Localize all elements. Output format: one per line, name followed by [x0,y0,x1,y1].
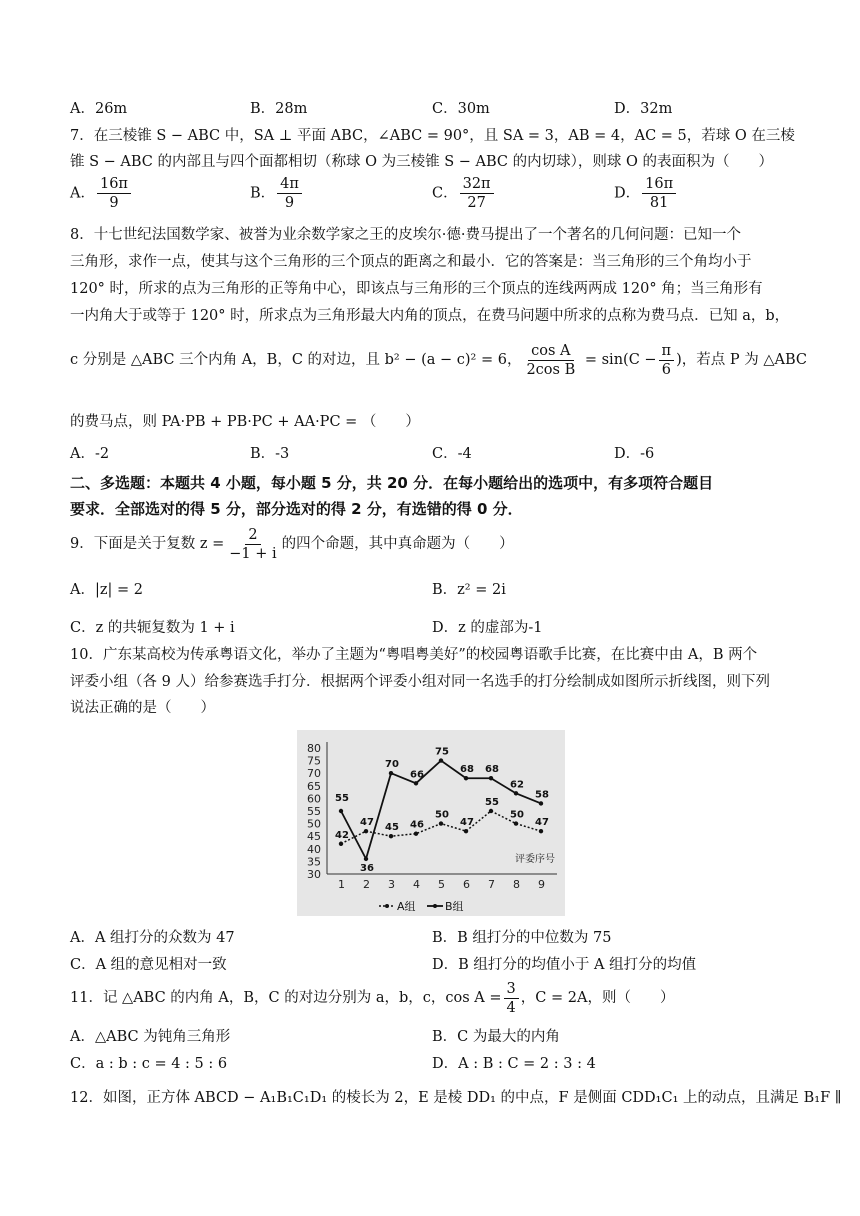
y-tick-label: 45 [307,830,321,844]
data-point-b [339,809,343,813]
q7-option-d: D． $\frac{16\pi}{81}$ [614,175,678,212]
data-point-b [389,771,393,775]
q8-stem-line6: 的费马点，则 PA·PB + PB·PC + AA·PC = （ ） [70,414,420,430]
x-tick-label: 3 [388,878,395,891]
data-point-a [364,829,368,833]
y-tick-label: 35 [307,855,321,869]
data-label-b: 70 [385,759,399,771]
q7-option-a: A． $\frac{16\pi}{9}$ [70,175,133,212]
data-point-a [464,829,468,833]
y-tick-label: 70 [307,767,321,781]
y-tick-label: 75 [307,754,321,768]
data-label-b: 36 [360,862,374,874]
q11-option-c: C．a : b : c = 4 : 5 : 6 [70,1056,228,1072]
q10-stem-line3: 说法正确的是（ ） [70,700,215,716]
data-label-a: 46 [410,819,424,831]
q6-option-d: D．32m [614,101,673,117]
q10-option-a: A．A 组打分的众数为 47 [70,930,235,946]
y-tick-label: 40 [307,842,321,856]
q7-stem-line1: 7．在三棱锥 S − ABC 中，SA ⊥ 平面 ABC，∠ABC = 90°，且 SA = 3，AB = 4，AC = 5，若球 O 在三棱 [70,128,795,144]
q6-option-c: C．30m [432,101,490,117]
q8-stem-line3: 120° 时，所求的点为三角形的正等角中心，即该点与三角形的三个顶点的连线两两成 120° 角；当三角形有 [70,281,763,297]
section-heading-line2: 要求．全部选对的得 5 分，部分选对的得 2 分，有选错的得 0 分． [70,500,523,518]
x-tick-label: 5 [438,878,445,891]
x-tick-label: 7 [488,878,495,891]
q12-stem-line1: 12．如图，正方体 ABCD − A₁B₁C₁D₁ 的棱长为 2，E 是棱 DD₁ 的中点，F 是侧面 CDD₁C₁ 上的动点，且满足 B₁F ∥ [70,1090,842,1106]
q10-option-c: C．A 组的意见相对一致 [70,957,227,973]
data-label-b: 68 [460,764,474,776]
data-label-a: 45 [385,822,399,834]
y-tick-label: 65 [307,779,321,793]
data-label-b: 68 [485,764,499,776]
data-label-b: 66 [410,769,424,781]
data-label-a: 47 [460,817,474,829]
q7-option-c: C． $\frac{32\pi}{27}$ [432,175,496,212]
q8-option-d: D．-6 [614,446,655,462]
q8-option-c: C．-4 [432,446,472,462]
q10-stem-line1: 10．广东某高校为传承粤语文化，举办了主题为“粤唱粤美好”的校园粤语歌手比赛，在比赛中由 A，B 两个 [70,647,758,663]
data-label-b: 62 [510,779,524,791]
data-label-a: 47 [360,817,374,829]
x-tick-label: 6 [463,878,470,891]
chart-svg [297,730,565,916]
data-point-a [514,821,518,825]
legend-marker-b [433,904,437,908]
data-label-a: 47 [535,817,549,829]
data-label-a: 55 [485,797,499,808]
data-point-a [439,821,443,825]
y-tick-label: 55 [307,805,321,818]
data-point-b [364,857,368,861]
q7-option-b: B． $\frac{4\pi}{9}$ [250,175,304,212]
data-point-b [439,758,443,762]
q9-option-a: A．|z| = 2 [70,582,143,598]
data-label-b: 55 [335,793,349,804]
x-tick-label: 4 [413,878,420,891]
data-point-b [464,776,468,780]
y-tick-label: 30 [307,868,321,881]
q9-stem: 9．下面是关于复数 z = $\frac{2}{-1 + i}$ 的四个命题，其中真命题为（ ） [70,526,514,562]
q6-option-b: B．28m [250,101,308,117]
data-label-a: 50 [435,809,449,821]
q10-option-d: D．B 组打分的均值小于 A 组打分的均值 [432,957,697,973]
data-point-a [414,831,418,835]
q8-stem-line4: 一内角大于或等于 120° 时，所求点为三角形最大内角的顶点，在费马问题中所求的点称为费马点．已知 a，b， [70,308,790,324]
q8-option-b: B．-3 [250,446,290,462]
q9-option-b: B．z² = 2i [432,582,506,598]
q11-option-a: A．△ABC 为钝角三角形 [70,1029,231,1045]
q11-option-d: D．A : B : C = 2 : 3 : 4 [432,1056,596,1072]
data-label-b: 75 [435,746,449,758]
data-point-a [489,809,493,813]
data-point-a [389,834,393,838]
q8-stem-line5: c 分别是 △ABC 三个内角 A，B，C 的对边，且 b² − (a − c)² = 6， $\frac{\text{cos A}}{\text{2cos B}}$ = sin(C − $\frac{\pi}{6}$ )，若点 P 为 △ABC [70,342,807,378]
data-point-a [539,829,543,833]
q6-option-a: A．26m [70,101,128,117]
data-point-b [539,801,543,805]
x-tick-label: 9 [538,878,545,891]
legend-marker-a [385,904,389,908]
data-point-a [339,842,343,846]
data-point-b [514,791,518,795]
q10-option-b: B．B 组打分的中位数为 75 [432,930,612,946]
q8-stem-line1: 8．十七世纪法国数学家、被誉为业余数学家之王的皮埃尔·德·费马提出了一个著名的几何问题：已知一个 [70,227,741,243]
q11-stem: 11．记 △ABC 的内角 A，B，C 的对边分别为 a，b，c，cos A = $\frac{3}{4}$ ，C = 2A，则（ ） [70,980,675,1016]
data-point-b [414,781,418,785]
q7-stem-line2: 锥 S − ABC 的内部且与四个面都相切（称球 O 为三棱锥 S − ABC 的内切球），则球 O 的表面积为（ ） [70,154,773,170]
data-label-b: 58 [535,789,549,801]
q8-option-a: A．-2 [70,446,110,462]
data-label-a: 50 [510,809,524,821]
q9-option-d: D．z 的虚部为-1 [432,620,543,636]
x-tick-label: 2 [363,878,370,891]
q11-option-b: B．C 为最大的内角 [432,1029,560,1045]
x-tick-label: 1 [338,878,345,891]
data-label-a: 42 [335,829,349,841]
y-tick-label: 80 [307,742,321,755]
y-tick-label: 60 [307,792,321,806]
data-point-b [489,776,493,780]
legend-label-a: A组 [397,900,416,913]
q10-stem-line2: 评委小组（各 9 人）给参赛选手打分．根据两个评委小组对同一名选手的打分绘制成如图所示折线图，则下列 [70,674,770,690]
section-heading-line1: 二、多选题：本题共 4 小题，每小题 5 分，共 20 分．在每小题给出的选项中，有多项符合题目 [70,474,714,492]
y-tick-label: 50 [307,817,321,831]
x-tick-label: 8 [513,878,520,891]
x-axis-label: 评委序号 [515,854,555,865]
score-line-chart [297,730,565,916]
legend-label-b: B组 [445,900,464,913]
q9-option-c: C．z 的共轭复数为 1 + i [70,620,235,636]
q8-stem-line2: 三角形，求作一点，使其与这个三角形的三个顶点的距离之和最小．它的答案是：当三角形的三个角均小于 [70,254,752,270]
